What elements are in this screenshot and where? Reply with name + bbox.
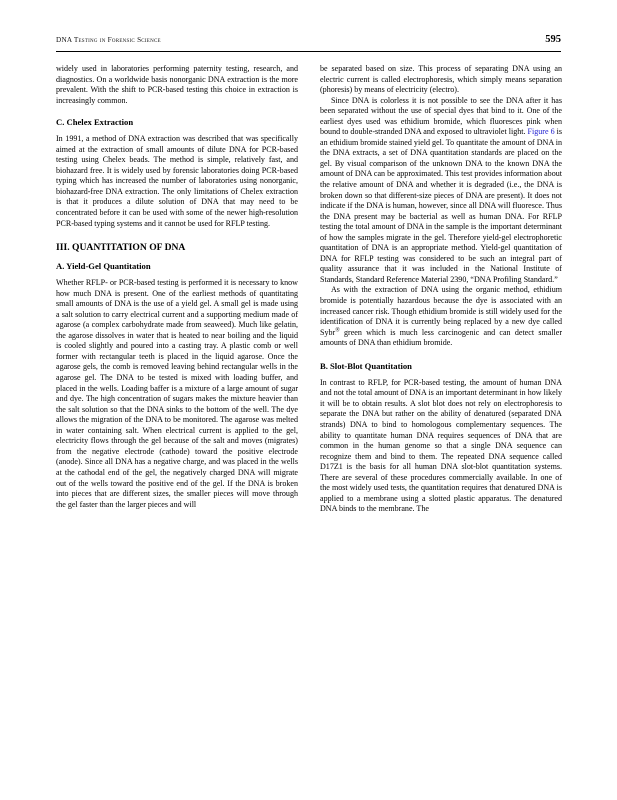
heading-yield-gel-quantitation: A. Yield-Gel Quantitation bbox=[56, 261, 151, 272]
paragraph-chelex: In 1991, a method of DNA extraction was described that was specifically aimed at the extraction of small amounts of dilute DNA for PCR-based testing using Chelex beads. The method is simple, relatively fast, and biohazard free. It is widely used by forensic laboratories doing PCR-based typing which has increased the number of laboratories using nonorganic, biohazard-free DNA extraction. The only limitations of Chelex extraction is that it produces a dilute solution of DNA that may need to be concentrated before it can be used with some of the newer high-resolution PCR-based typing systems and it cannot be used for RFLP testing. bbox=[56, 134, 298, 228]
heading-slot-blot-quantitation: B. Slot-Blot Quantitation bbox=[320, 360, 412, 371]
paragraph-sybr-green bbox=[320, 285, 562, 348]
heading-quantitation-of-dna: III. QUANTITATION OF DNA bbox=[56, 242, 186, 254]
two-column-body bbox=[56, 64, 561, 515]
paragraph-continuation: widely used in laboratories performing paternity testing, research, and diagnostics. On a worldwide basis nonorganic DNA extraction is the more prevalent. With the shift to PCR-based testing this choice in extraction is increasingly common. bbox=[56, 64, 298, 105]
left-column bbox=[56, 64, 298, 510]
page-number: 595 bbox=[545, 34, 561, 45]
running-head: DNA Testing in Forensic Science bbox=[56, 36, 161, 44]
heading-chelex-extraction: C. Chelex Extraction bbox=[56, 117, 134, 128]
paragraph-electrophoresis: be separated based on size. This process of separating DNA using an electric current is called electrophoresis, which simply means separation (phoresis) by means of electricity (electro). bbox=[320, 64, 562, 95]
paragraph-ethidium-bromide bbox=[320, 96, 562, 286]
right-column bbox=[320, 64, 562, 515]
paragraph-text-part-a: As with the extraction of DNA using the organic method, ethidium bromide is potentially hazardous because the dye is associated with an increased cancer risk. Though ethidium bromide is still widely used for the identification of DNA it is currently being replaced by a new dye called Sybr bbox=[320, 285, 562, 337]
figure-reference-link[interactable]: Figure 6 bbox=[527, 127, 555, 137]
header-rule bbox=[56, 51, 561, 52]
paragraph-text-part-b: is an ethidium bromide stained yield gel. To quantitate the amount of DNA in the DNA extracts, a set of DNA quantitation standards are placed on the gel. By visual comparison of the unknown DNA to the known DNA the amount of DNA can be approximated. This test provides information about the relative amount of DNA and whether it is degraded (i.e., the DNA is broken down so that different-size pieces of DNA are present). It does not indicate if the DNA is human, however, since all DNA will fluoresce. Thus the DNA present may be bacterial as well as human DNA. For RFLP testing the total amount of DNA in the sample is the important determinant of how the samples migrate in the gel. Therefore yield-gel electrophoretic quantitation of DNA is an appropriate method. Yield-gel quantitation of DNA for RFLP testing was considered to be such an integral part of quality assurance that it was included in the National Institute of Standards, Standard Reference Material 2390, “DNA Profiling Standard.” bbox=[320, 127, 562, 284]
page-header bbox=[56, 34, 561, 45]
paragraph-text-part-b: green which is much less carcinogenic and can detect smaller amounts of DNA than ethidium bromide. bbox=[320, 327, 562, 348]
paragraph-text-part-a: Since DNA is colorless it is not possible to see the DNA after it has been separated without the use of special dyes that bind to it. One of the earliest dyes used was ethidium bromide, which fluoresces pink when bound to double-stranded DNA and exposed to ultraviolet light. bbox=[320, 95, 562, 137]
paragraph-slot-blot: In contrast to RFLP, for PCR-based testing, the amount of human DNA and not the total amount of DNA is an important determinant in how likely it will be to obtain results. A slot blot does not rely on electrophoresis to separate the DNA but rather on the ability of denatured (separated DNA strands) DNA to bind to homologous complementary sequences. The ability to quantitate human DNA requires sequences of DNA that are common in the human genome so that a single DNA sequence can recognize them and bind to them. The repeated DNA sequence called D17Z1 is the basis for all human DNA slot-blot quantitation systems. There are several of these procedures commercially available. In one of the most widely used tests, the quantitation requires that denatured DNA is applied to a membrane using a slotted plastic apparatus. The denatured DNA binds to the membrane. The bbox=[320, 377, 562, 514]
paragraph-yield-gel: Whether RFLP- or PCR-based testing is performed it is necessary to know how much DNA is present. One of the earliest methods of quantitating small amounts of DNA is the use of a yield gel. A small gel is made using a salt solution to carry electrical current and a supporting medium made of agarose (a complex carbohydrate made from seaweed). Much like gelatin, the agarose dissolves in water that is heated to near boiling and the liquid is cooled slightly and poured into a casting tray. A plastic comb or well former with rectangular teeth is placed in the liquid agarose. Once the agarose gels, the comb is removed leaving behind rectangular wells in the agarose gel. The DNA to be tested is mixed with loading buffer, and placed in the wells. Loading baffer is a mixture of a large amount of sugar and dye. The high concentration of sugars makes the mixture heavier than the salt solution so that the DNA sinks to the bottom of the well. The dye allows the migration of the DNA to be monitored. The agarose was melted in water containing salt. When electrical current is applied to the gel, electricity flows through the gel because of the salt and moves (migrates) from the negative electrode (cathode) toward the positive electrode (anode). Since all DNA has a negative charge, and was placed in the wells at the cathodal end of the gel, the negatively charged DNA will migrate out of the wells toward the positive end of the gel. If the DNA is broken into pieces that are different sizes, the smaller pieces will move through the gel faster than the larger pieces and will bbox=[56, 278, 298, 509]
registered-trademark-symbol: ® bbox=[335, 327, 340, 333]
